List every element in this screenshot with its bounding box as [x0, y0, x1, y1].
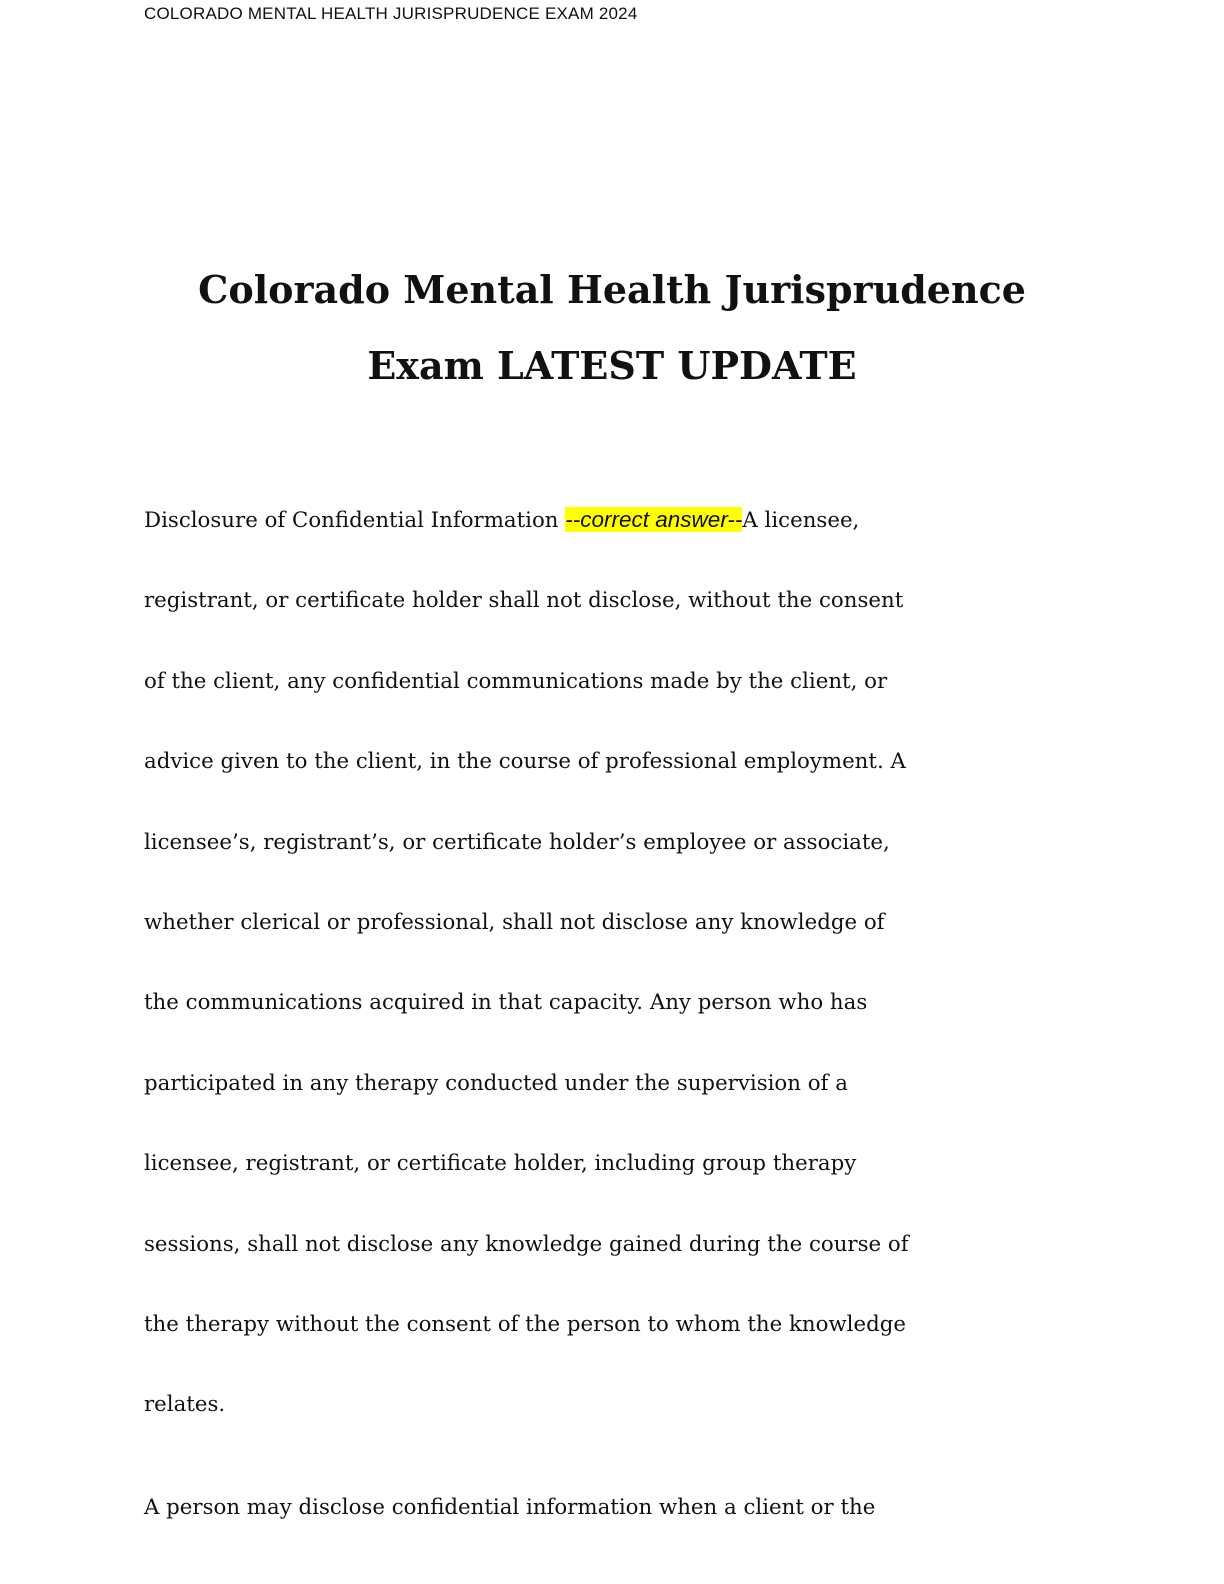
answer-line: of the client, any confidential communications made by the client, or: [144, 668, 888, 694]
answer-line: registrant, or certificate holder shall not disclose, without the consent: [144, 588, 904, 614]
title-line-1: Colorado Mental Health Jurisprudence: [198, 267, 1026, 312]
qa-paragraph: [144, 480, 1084, 1446]
document-title: [0, 252, 1224, 404]
answer-line: the therapy without the consent of the person to whom the knowledge: [144, 1312, 906, 1338]
title-line-2: Exam LATEST UPDATE: [367, 343, 857, 388]
answer-line: relates.: [144, 1392, 226, 1418]
running-header: COLORADO MENTAL HEALTH JURISPRUDENCE EXAM 2024: [144, 4, 638, 23]
correct-answer-marker: --correct answer--: [565, 507, 743, 532]
question-text: Disclosure of Confidential Information: [144, 508, 566, 533]
answer-line: licensee, registrant, or certificate holder, including group therapy: [144, 1151, 857, 1177]
answer-line: advice given to the client, in the course of professional employment. A: [144, 749, 906, 775]
answer-line: the communications acquired in that capacity. Any person who has: [144, 990, 868, 1016]
next-paragraph: A person may disclose confidential information when a client or the: [144, 1494, 876, 1520]
answer-line: A licensee,: [742, 508, 860, 533]
answer-line: licensee’s, registrant’s, or certificate holder’s employee or associate,: [144, 829, 890, 855]
answer-line: participated in any therapy conducted under the supervision of a: [144, 1070, 848, 1096]
answer-line: sessions, shall not disclose any knowledge gained during the course of: [144, 1231, 909, 1257]
document-body: [144, 480, 1084, 1570]
answer-line: whether clerical or professional, shall not disclose any knowledge of: [144, 910, 885, 936]
